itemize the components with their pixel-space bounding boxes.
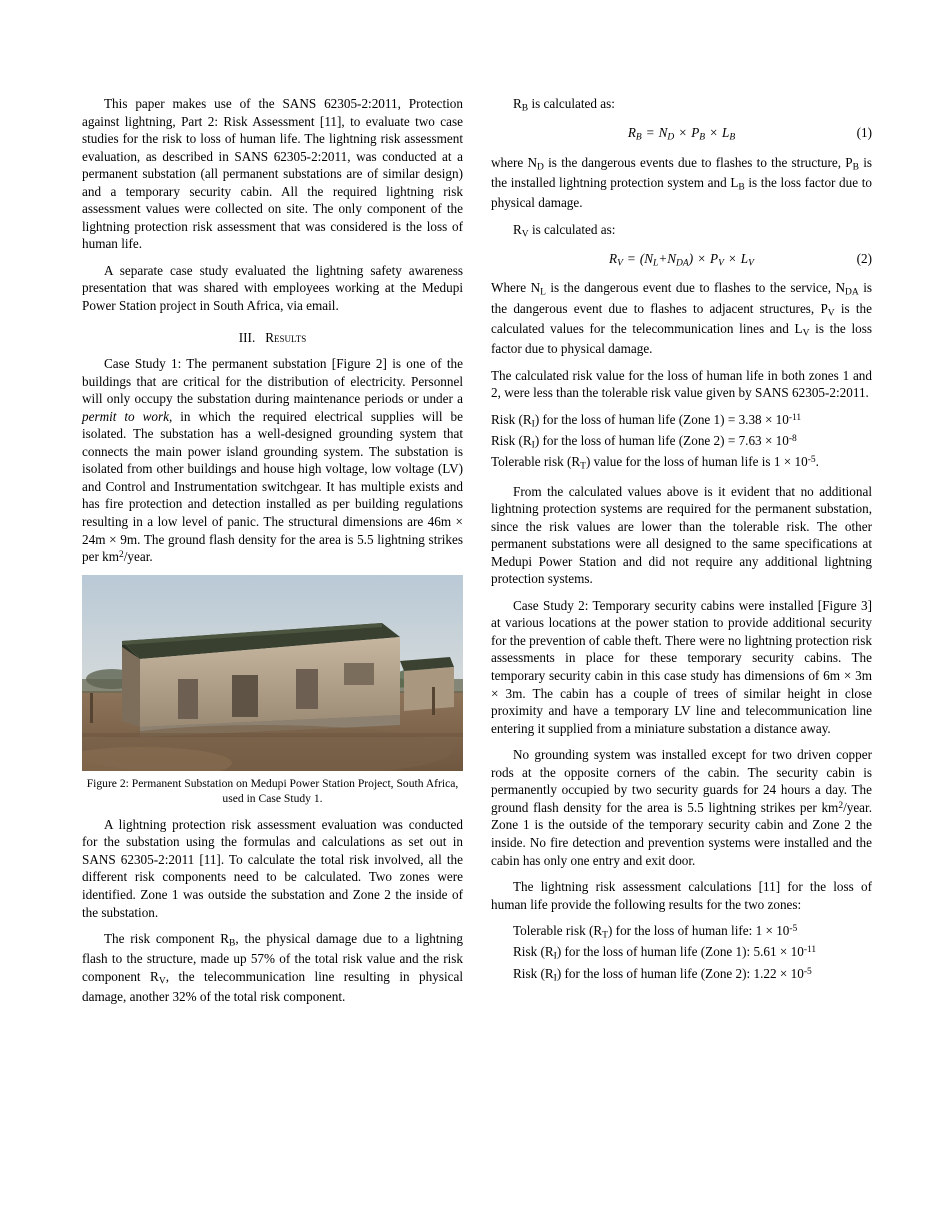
eq1-t2-sub: B xyxy=(699,132,706,143)
rb-intro-sub: B xyxy=(521,103,529,114)
permit-to-work-italic: permit to work xyxy=(82,408,169,424)
ground-b: /year. Zone 1 is the outside of the temporary security cabin and Zone 2 the inside. No fire detection and prevention systems were installed and the cabin has only one entry and exit door. xyxy=(491,799,872,868)
rb-intro-b: is calculated as: xyxy=(528,96,615,111)
risk1-sub: I xyxy=(531,419,535,430)
eq1-t1-sub: D xyxy=(667,132,675,143)
rb-intro-a: R xyxy=(513,96,522,111)
eq2-lhs-sub: V xyxy=(617,258,623,269)
eq1-lhs-sub: B xyxy=(635,132,642,143)
paragraph-case-study-2: Case Study 2: Temporary security cabins were installed [Figure 3] at various locations at the power station to provide additional security for the prevention of cable theft. There were no lightning protection risk assessments in place for these temporary security cabins. The temporary security cabin in this case study has dimensions of 6m × 3m × 3m. The cabin has a couple of trees of similar height in close proximity and have a temporary LV line and telecommunication line entering it supplied from a miniature substation a distance away. xyxy=(491,597,872,736)
res2-a: Risk (R xyxy=(513,944,554,960)
risk3-c: . xyxy=(815,454,819,470)
paragraph-where-2 xyxy=(491,279,872,357)
paragraph-awareness-case: A separate case study evaluated the lightning safety awareness presentation that was shared with employees working at the Medupi Power Station project in South Africa, via email. xyxy=(82,262,463,314)
paragraph-case-study-1 xyxy=(82,355,463,566)
figure-2-caption: Figure 2: Permanent Substation on Medupi Power Station Project, South Africa, used in Case Study 1. xyxy=(86,776,459,805)
rv-intro-a: R xyxy=(513,221,522,237)
risk2-b: ) for the loss of human life (Zone 2) = 7.63 × 10 xyxy=(534,433,789,448)
equation-2 xyxy=(491,250,872,270)
right-column xyxy=(491,95,872,1015)
eq1-lhs: R xyxy=(627,125,636,141)
section-title: Results xyxy=(265,329,307,345)
res2-b: ) for the loss of human life (Zone 1): 5.61 × 10 xyxy=(556,944,804,960)
rv-subscript: V xyxy=(158,976,166,987)
eq2-lhs: R xyxy=(609,250,618,266)
risk2-sup: -8 xyxy=(788,434,797,445)
where2-sub2: DA xyxy=(845,287,859,298)
risk1-b: ) for the loss of human life (Zone 1) = 3.38 × 10 xyxy=(534,411,789,427)
risk3-sup: -5 xyxy=(807,455,816,466)
rv-intro-b: is calculated as: xyxy=(528,221,616,237)
where1-b: is the dangerous events due to flashes to the structure, P xyxy=(543,154,853,170)
risk-values-list-1 xyxy=(491,411,872,474)
eq2-close: ) xyxy=(688,250,694,266)
rb-subscript: B xyxy=(229,938,236,949)
section-heading-results xyxy=(82,329,463,347)
eq2-x1: × xyxy=(697,250,706,266)
paragraph-grounding-system xyxy=(491,746,872,869)
risk-zone-1 xyxy=(491,411,872,431)
risk2-sub: I xyxy=(531,440,535,451)
rc-text-c: , the telecommunication line resulting in physical damage, another 32% of the total risk component. xyxy=(82,968,463,1005)
res1-sub: T xyxy=(602,930,608,941)
risk-zone-2 xyxy=(491,432,872,452)
tolerable-risk-value xyxy=(491,453,872,473)
tolerable-risk-case-2 xyxy=(513,922,872,942)
where2-d: is the calculated values for the telecommunication lines and L xyxy=(491,300,872,336)
rv-intro-sub: V xyxy=(521,229,529,240)
paragraph-lra-results-intro: The lightning risk assessment calculations [11] for the loss of human life provide the following results for the two zones: xyxy=(491,879,872,912)
paragraph-rb-intro xyxy=(491,95,872,115)
eq1-equals: = xyxy=(645,125,655,141)
paragraph-rv-intro xyxy=(491,221,872,241)
where1-d: is the loss factor due to physical damage. xyxy=(491,174,872,211)
res1-a: Tolerable risk (R xyxy=(513,923,603,939)
where1-a: where N xyxy=(491,154,537,170)
risk3-sub: T xyxy=(580,461,586,472)
where2-sub1: L xyxy=(540,287,546,298)
eq1-x1: × xyxy=(678,125,688,141)
eq2-plus: +N xyxy=(658,250,677,266)
risk3-b: ) value for the loss of human life is 1 × 10 xyxy=(585,454,808,470)
where2-sub4: V xyxy=(802,328,810,339)
res3-sup: -5 xyxy=(803,966,812,977)
equation-1-body xyxy=(627,125,736,143)
substation-photo-svg xyxy=(82,575,463,771)
eq2-t4-sub: V xyxy=(748,258,754,269)
where2-b: is the dangerous event due to flashes to the service, N xyxy=(545,280,846,296)
where2-a: Where N xyxy=(491,280,541,296)
eq2-t2-sub: DA xyxy=(676,258,689,269)
permanent-substation-photograph xyxy=(82,575,463,771)
paragraph-lpra-evaluation: A lightning protection risk assessment evaluation was conducted for the substation using the formulas and calculations as set out in SANS 62305-2:2011 [11]. To calculate the total risk involved, all the different risk components need to be calculated. Two zones were identified. Zone 1 was outside the substation and Zone 2 the inside of the substation. xyxy=(82,816,463,920)
eq2-equals: = xyxy=(626,250,636,266)
eq2-t3-sub: V xyxy=(718,258,724,269)
paragraph-sans-intro: This paper makes use of the SANS 62305-2:2011, Protection against lightning, Part 2: Risk Assessment [11], to evaluate two case studies for the risk to loss of human life. The lightning risk assessment evaluation, as described in SANS 62305-2:2011, was conducted at a permanent substation (all permanent substations are of similar design) and a temporary security cabin. All the required lightning risk assessment values were collected on site. The only component of the lightning protection risk assessment that was considered is the loss of human life. xyxy=(82,96,463,252)
ground-sup: 2 xyxy=(838,800,844,811)
res1-sup: -5 xyxy=(789,924,798,935)
rc-text-b: , the physical damage due to a lightning flash to the structure, made up 57% of the total risk value and the risk component R xyxy=(82,931,463,984)
risk-zone-2-case-2 xyxy=(513,965,872,985)
where1-sub2: B xyxy=(852,162,859,173)
figure-2 xyxy=(82,575,463,806)
eq2-x2: × xyxy=(727,250,737,266)
risk1-sup: -11 xyxy=(788,412,802,423)
res3-a: Risk (R xyxy=(513,965,554,981)
eq1-t3-sub: B xyxy=(729,132,736,143)
paragraph-calculated-risk: The calculated risk value for the loss of human life in both zones 1 and 2, were less than the tolerable risk value given by SANS 62305-2:2011. xyxy=(491,367,872,401)
risk-values-list-2 xyxy=(513,922,872,985)
km-squared-sup: 2 xyxy=(119,550,124,561)
where1-sub1: D xyxy=(537,162,544,173)
res1-b: ) for the loss of human life: 1 × 10 xyxy=(607,923,790,939)
eq1-t3: L xyxy=(721,125,730,141)
res2-sup: -11 xyxy=(803,945,817,956)
equation-2-body xyxy=(609,250,754,269)
left-column xyxy=(82,95,463,1015)
rc-text-a: The risk component R xyxy=(104,931,230,947)
ground-a: No grounding system was installed except for two driven copper rods at the opposite corners of the cabin. The security cabin is permanently occupied by two security guards for 24 hours a day. The ground flash density for the area is 5.5 lightning strikes per km xyxy=(491,747,872,815)
res3-sub: I xyxy=(553,973,557,984)
eq2-t4: L xyxy=(740,250,749,266)
equation-1-number: (1) xyxy=(856,125,872,141)
where2-sub3: V xyxy=(827,308,835,319)
where1-sub3: B xyxy=(738,182,745,193)
where2-e: is the loss factor due to physical damage. xyxy=(491,320,872,357)
case1-text-c: /year. xyxy=(123,549,153,565)
where2-c: is the dangerous event due to flashes to adjacent structures, P xyxy=(491,280,872,316)
eq2-t1-sub: L xyxy=(653,258,659,269)
paragraph-conclusion-case-1: From the calculated values above is it evident that no additional lightning protection systems are required for the permanent substation, since the risk values are lower than the tolerable risk. The other permanent substations were all designed to the same specifications at Medupi Power Station and did not require any additional lightning protection systems. xyxy=(491,483,872,587)
two-column-body xyxy=(82,95,872,1015)
res2-sub: I xyxy=(553,952,557,963)
eq2-t3: P xyxy=(710,250,719,266)
risk1-a: Risk (R xyxy=(491,411,532,427)
where1-c: is the installed lightning protection system and L xyxy=(491,154,872,190)
case1-text-a: Case Study 1: The permanent substation [Figure 2] is one of the buildings that are critical for the distribution of electricity. Personnel will only occupy the substation during maintenance periods or under a xyxy=(82,356,463,407)
risk-zone-1-case-2 xyxy=(513,943,872,963)
paragraph-where-1 xyxy=(491,154,872,212)
equation-2-number: (2) xyxy=(856,250,872,266)
paragraph-risk-components xyxy=(82,930,463,1006)
res3-b: ) for the loss of human life (Zone 2): 1.22 × 10 xyxy=(556,965,804,981)
risk3-a: Tolerable risk (R xyxy=(491,454,581,470)
equation-1 xyxy=(491,124,872,144)
eq1-t2: P xyxy=(691,125,700,141)
case1-text-b: , in which the required electrical supplies will be isolated. The substation has a well-designed grounding system that connects the main power island grounding system. The substation is isolated from other buildings and house high voltage, low voltage (LV) and Control and Instrumentation switchgear. It has multiple exists and has fire protection and detection installed as per building regulations resulting in a low level of panic. The structural dimensions are 46m × 24m × 9m. The ground flash density for the area is 5.5 lightning strikes per km xyxy=(82,408,463,565)
eq1-x2: × xyxy=(709,125,718,141)
risk2-a: Risk (R xyxy=(491,433,532,448)
eq1-t1: N xyxy=(658,125,668,141)
section-number: III. xyxy=(238,329,256,345)
eq2-open: (N xyxy=(639,250,654,266)
